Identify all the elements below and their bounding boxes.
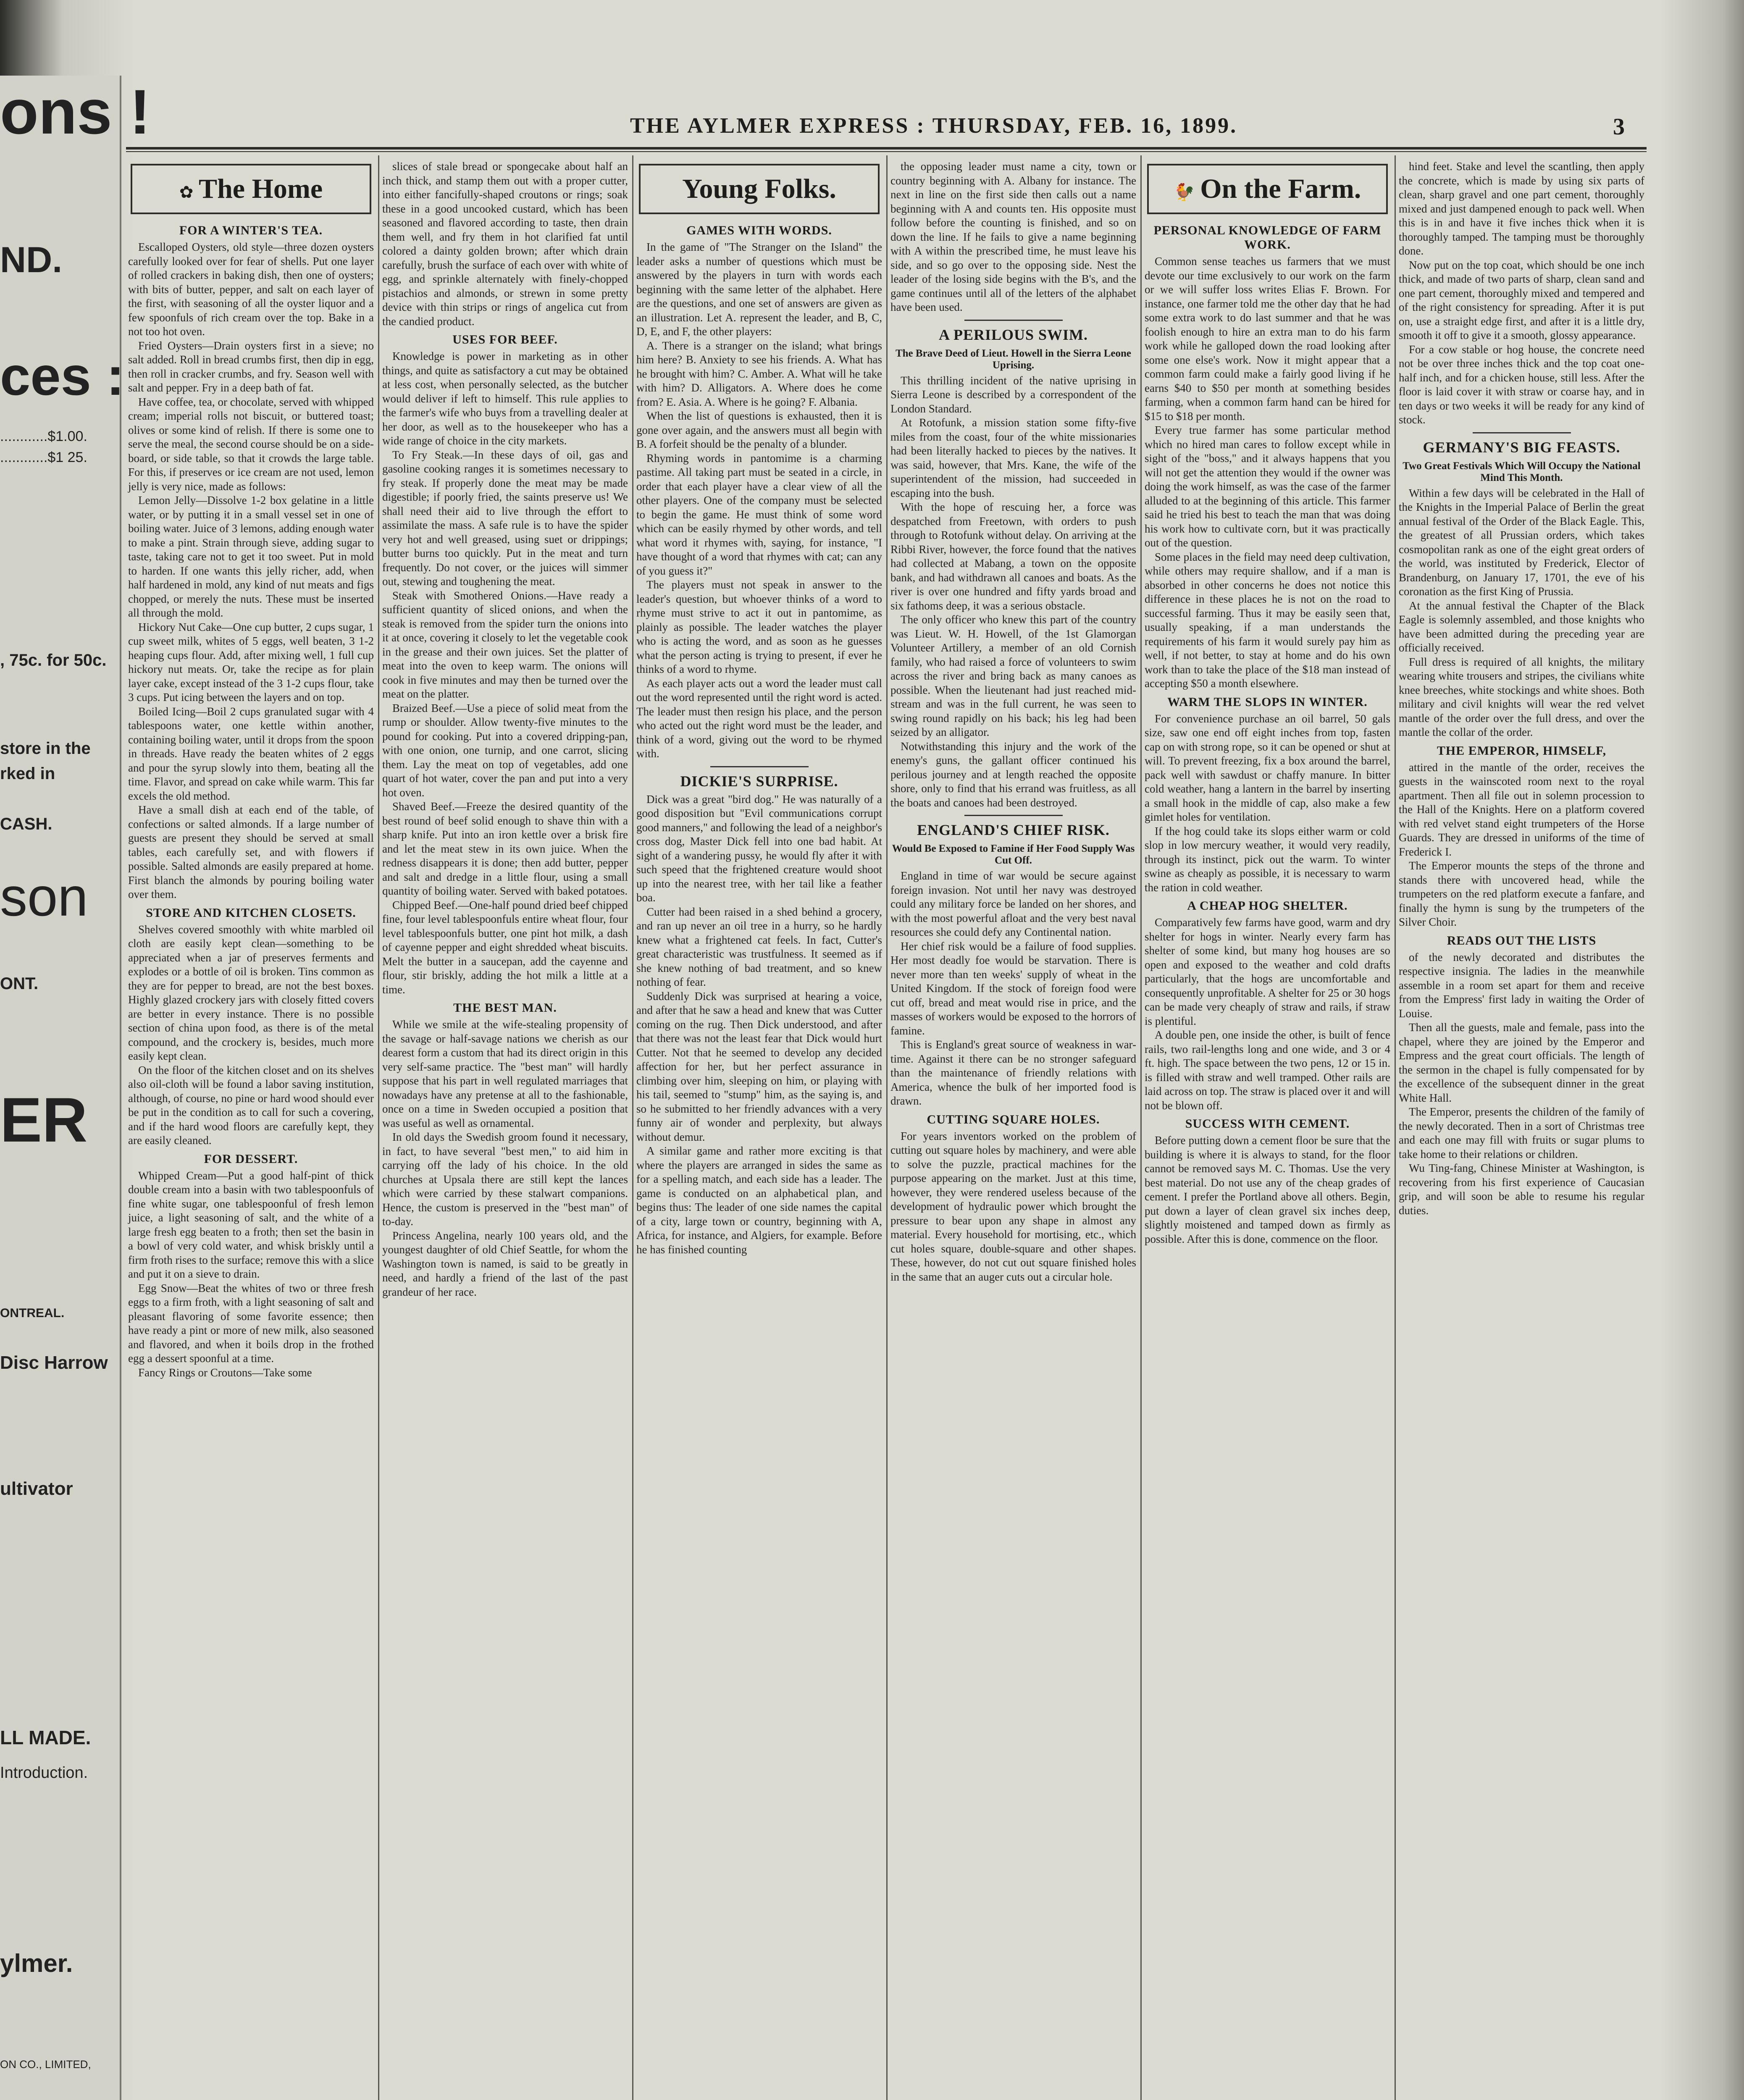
article-paragraph: A similar game and rather more exciting is that where the players are arranged in sides the same as for a spelling match, and each side has a leader. The game is conducted on an alphabetical plan, and begins thus: The leader of one side names the capital of a city, large town or country, beginning with A, Africa, for instance, and Algiers, for example. Before he has finished counting (636, 1144, 882, 1256)
article-subhead: CUTTING SQUARE HOLES. (927, 1112, 1100, 1126)
article-paragraph: Braized Beef.—Use a piece of solid meat from the rump or shoulder. Allow twenty-five minutes to the pound for cooking. Put into a covered dripping-pan, with one onion, one turnip, and one carrot, slicing them. Lay the meat on top of vegetables, add one quart of hot water, cover the pan and put into a very hot oven. (382, 701, 628, 799)
article-subhead: A CHEAP HOG SHELTER. (1187, 899, 1348, 913)
ad-fragment: ON CO., LIMITED, (0, 2058, 91, 2071)
ad-fragment: Disc Harrow (0, 1352, 108, 1373)
ad-fragment: CASH. (0, 815, 53, 833)
section-title-box (131, 164, 371, 214)
article-paragraph: Then all the guests, male and female, pass into the chapel, where they are joined by the Emperor and Empress and the great court officials. The length of the sermon in the chapel is fully compensated for by the excellence of the subsequent dinner in the great White Hall. (1399, 1021, 1644, 1104)
article-paragraph: Steak with Smothered Onions.—Have ready a sufficient quantity of sliced onions, and when the steak is removed from the spider turn the onions into it at once, covering it closely to let the vegetable cook in the grease and their own juices. Set the platter of meat into the oven to keep warm. The onions will cook in five minutes and may then be turned over the meat on the platter. (382, 589, 628, 700)
article-paragraph: Have a small dish at each end of the table, of confections or salted almonds. If a large number of guests are present they should be served at small tables, each carefully set, and with flowers if possible. Salted almonds are easily prepared at home. First blanch the almonds by pouring boiling water over them. (128, 803, 374, 900)
article-paragraph: Rhyming words in pantomime is a charming pastime. All taking part must be seated in a circle, in order that each player have a clear view of all the other players. One of the company must be selected to begin the game. He must think of some word which can be easily rhymed by other words, and tell what word it rhymes with, saying, for instance, "I have thought of a word that rhymes with cat; can any of you guess it?" (636, 452, 882, 577)
article-divider (964, 815, 1063, 816)
article-paragraph: Hickory Nut Cake—One cup butter, 2 cups sugar, 1 cup sweet milk, whites of 5 eggs, well beaten, 3 1-2 heaping cups flour. Add, after mixing well, 1 full cup hickory nut meats. Or, take the recipe as for plain layer cake, except instead of the 3 1-2 cups flour, take 3 cups. Put icing between the layers and on top. (128, 620, 374, 704)
article-paragraph: Dick was a great "bird dog." He was naturally of a good disposition but "Evil communications corrupt good manners," and following the lead of a neighbor's cross dog, Master Dick fell into one bad habit. At sight of a wandering pussy, he would fly after it with such speed that the frightened creature would shoot up into the nearest tree, with her tail like a feather boa. (636, 793, 882, 904)
ad-fragment: Introduction. (0, 1764, 88, 1782)
article-divider (710, 766, 809, 767)
ad-fragment: ylmer. (0, 1949, 73, 1977)
article-paragraph: Some places in the field may need deep cultivation, while others may require shallow, and if a man is absorbed in other concerns he does not notice this difference in these places he is not on the road to successful farming. Thus it may be easily seen that, usually speaking, if a man understands the requirements of his farm it would surely pay him as well, if not better, to stay at home and do his own work than to take the place of the $18 man instead of accepting $50 a month elsewhere. (1145, 550, 1390, 690)
column-divider (886, 155, 888, 2100)
article-paragraph: At the annual festival the Chapter of the Black Eagle is solemnly assembled, and those knights who have been admitted during the preceding year are officially received. (1399, 599, 1644, 654)
article-paragraph: Lemon Jelly—Dissolve 1-2 box gelatine in a little water, or by putting it in a small vessel set in one of boiling water. Juice of 3 lemons, adding enough water to make a pint. Strain through sieve, adding sugar to taste, taking care not to get it too sweet. Put in mold to harden. If one wants this jelly richer, add, when half hardened in mold, any kind of nut meats and figs chopped, or merely the nuts. These must be inserted all through the mold. (128, 494, 374, 619)
article-paragraph: For years inventors worked on the problem of cutting out square holes by machinery, and were able to solve the puzzle, practical machines for the purpose appearing on the market. Just at this time, however, they were rendered useless because of the development of hydraulic power which brought the pressure to bear upon any shape in almost any material. Every household for mortising, etc., which cut holes square, double-square and other shapes. These, however, do not cut out square finished holes in the same that an auger cuts out a circular hole. (890, 1129, 1136, 1283)
column-divider (378, 155, 379, 2100)
article-paragraph: The Emperor, presents the children of the family of the newly decorated. Then in a sort of Christmas tree and each one may fill with fruits or sugar plums to take home to their relations or children. (1399, 1105, 1644, 1160)
column-perilous-swim (890, 160, 1136, 2100)
article-paragraph: Fancy Rings or Croutons—Take some (138, 1366, 312, 1379)
article-paragraph: Whipped Cream—Put a good half-pint of thick double cream into a basin with two tablespoonfuls of fine white sugar, one tablespoonful of fresh lemon juice, a light seasoning of salt, and the white of a large fresh egg beaten to a froth; then set the basin in a bowl of very cold water, and whisk briskly until a firm froth rises to the surface; remove this with a slice and put it on a sieve to drain. (128, 1169, 374, 1280)
article-paragraph: attired in the mantle of the order, receives the guests in the wainscoted room next to the royal apartment. Then all file out in solemn procession to the Hall of the Knights. Here on a platform covered with red velvet stand eight trumpeters of the Horse Guards. They are dressed in uniforms of the time of Frederick I. (1399, 761, 1644, 858)
article-paragraph: Within a few days will be celebrated in the Hall of the Knights in the Imperial Palace of Berlin the great annual festival of the Order of the Black Eagle. This, the greatest of all Prussian orders, which takes cosmopolitan rank as one of the eight great orders of the world, was instituted by Frederick, Elector of Brandenburg, on January 17, 1701, the eve of his coronation as the first King of Prussia. (1399, 486, 1644, 598)
article-paragraph: Full dress is required of all knights, the military wearing white trousers and stripes, the civilians white knee breeches, white stockings and white shoes. Both military and civil knights will wear the red velvet mantle of the order over the full dress, and over the mantle the collar of the order. (1399, 655, 1644, 738)
article-subhead: WARM THE SLOPS IN WINTER. (1167, 695, 1368, 709)
article-subhead: USES FOR BEEF. (452, 333, 558, 346)
article-paragraph: slices of stale bread or spongecake about half an inch thick, and stamp them out with a proper cutter, into either fancifully-shaped croutons or rings; soak these in a good uncooked custard, which has been seasoned and flavored according to taste, then drain them well, and fry them in hot clarified fat until colored a dainty golden brown; after which drain carefully, brush the surface of each over with white of egg, and sprinkle alternately with finely-chopped pistachios and almonds, or strewn in some pretty device with thin strips or rings of angelica cut from the candied product. (382, 160, 628, 328)
ad-fragment: ............$1.00. (0, 428, 87, 444)
article-paragraph: In the game of "The Stranger on the Island" the leader asks a number of questions which must be answered by the players in turn with words each beginning with the same letter of the alphabet. Here are the questions, and one set of answers are given as an illustration. Let A. represent the leader, and B, C, D, E, and F, the other players: (636, 241, 882, 338)
column-on-the-farm (1145, 160, 1390, 2100)
masthead-title: THE AYLMER EXPRESS : THURSDAY, FEB. 16, 1899. (630, 114, 1238, 138)
article-paragraph: The only officer who knew this part of the country was Lieut. W. H. Howell, of the 1st Glamorgan Volunteer Artillery, a member of an old Cornish family, who had raised a force of volunteers to swim across the river and bring back as many canoes as possible. When the lieutenant had just reached mid-stream and was in the full current, he was seen to swing round rapidly on his back; his leg had been seized by an alligator. (890, 613, 1136, 738)
ad-fragment: rked in (0, 764, 55, 783)
article-paragraph: Notwithstanding this injury and the work of the enemy's guns, the gallant officer continued his perilous journey and at length reached the opposite shore, only to find that his errand was fruitless, as all the boats and canoes had been destroyed. (890, 740, 1136, 809)
article-paragraph: In old days the Swedish groom found it necessary, in fact, to have several "best men," to aid him in carrying off the lady of his choice. In the old churches at Upsala there are still kept the lances which were carried by these stalwart companions. Hence, the custom is preserved in the "best man" of to-day. (382, 1131, 628, 1228)
section-title: On the Farm. (1200, 173, 1361, 204)
article-paragraph: Chipped Beef.—One-half pound dried beef chipped fine, four level tablespoonfuls entire wheat flour, four level tablespoonfuls butter, one pint hot milk, a dash of cayenne pepper and eight shredded wheat biscuits. Melt the butter in a saucepan, add the cayenne and flour, stir briskly, adding the hot milk a little at a time. (382, 898, 628, 996)
article-paragraph: This thrilling incident of the native uprising in Sierra Leone is described by a correspondent of the London Standard. (890, 374, 1136, 415)
ad-fragment: son (0, 866, 88, 927)
ad-fragment: ons ! (0, 76, 151, 147)
page-number: 3 (1613, 114, 1625, 140)
masthead-rule (126, 147, 1647, 150)
adjacent-page-ad-strip (0, 76, 151, 2100)
section-title: The Home (199, 173, 323, 204)
ad-fragment: LL MADE. (0, 1727, 91, 1748)
article-subhead: READS OUT THE LISTS (1447, 933, 1597, 948)
article-paragraph: of the newly decorated and distributes the respective insignia. The ladies in the meanwhile assemble in a room set apart for them and receive from the Empress' first lady in waiting the Order of Louise. (1399, 950, 1644, 1020)
article-deck: The Brave Deed of Lieut. Howell in the Sierra Leone Uprising. (895, 347, 1132, 371)
masthead (126, 113, 1647, 147)
article-paragraph: Shaved Beef.—Freeze the desired quantity of the best round of beef solid enough to shave thin with a sharp knife. Put into an iron kettle over a brisk fire and let the meat stew in its own juice. When the redness disappears it is done; then add butter, pepper and salt and dredge in a little flour, using a small quantity of boiling water. Served with baked potatoes. (382, 800, 628, 897)
article-paragraph: On the floor of the kitchen closet and on its shelves also oil-cloth will be found a labor saving institution, although, of course, no pine or hard wood should ever be put in the condition as to call for such a covering, and if the hard wood floors are carefully kept, they are easily cleaned. (128, 1063, 374, 1147)
ad-fragment: ONT. (0, 974, 39, 993)
masthead-rule-thin (126, 151, 1647, 152)
ad-fragment: ultivator (0, 1478, 73, 1499)
article-paragraph: Every true farmer has some particular method which no hired man cares to follow except while in sight of the "boss," and it always happens that you will not get the attention they would if the owner was doing the work himself, as was the case of the farmer alluded to at the beginning of this article. This farmer said he tried his best to teach the man that was doing his work how to cultivate corn, but it was practically out of the question. (1145, 424, 1390, 549)
ornament-icon: ✿ (179, 183, 199, 202)
ad-fragment: , 75c. for 50c. (0, 651, 107, 669)
article-headline: ENGLAND'S CHIEF RISK. (917, 822, 1110, 838)
column-home-continued (382, 160, 628, 2100)
article-paragraph: A. There is a stranger on the island; what brings him here? B. Anxiety to see his friends. A. What has he brought with him? C. Amber. A. What will he take with him? D. Alligators. A. Where does he come from? E. Asia. A. Where is he going? F. Albania. (636, 339, 882, 408)
article-subhead: THE BEST MAN. (453, 1001, 557, 1015)
article-paragraph: While we smile at the wife-stealing propensity of the savage or half-savage nations we cherish as our dearest form a custom that had its direct origin in this very self-same practice. The "best man" will hardly suppose that his part in well regulated marriages that nowadays have any pretense at all to the fashionable, once on a time in Sweden occupied a position that was useful as well as ornamental. (382, 1018, 628, 1129)
article-paragraph: The Emperor mounts the steps of the throne and stands there with uncovered head, while the trumpeters on the red platform execute a fanfare, and finally the hymn is sung by the trumpeters of the Silver Choir. (1399, 859, 1644, 928)
article-paragraph: This is England's great source of weakness in war-time. Against it there can be no stronger safeguard than the maintenance of friendly relations with America, whence the bulk of her imported food is drawn. (890, 1038, 1136, 1107)
column-divider (1140, 155, 1142, 2100)
article-paragraph: A double pen, one inside the other, is built of fence rails, two rail-lengths long and one wide, and 3 or 4 ft. high. The space between the two pens, 12 or 15 in. is filled with straw and well tramped. Other rails are laid across on top. The straw is placed over it and will not be blown off. (1145, 1029, 1390, 1112)
ad-fragment: ND. (0, 240, 63, 280)
article-subhead: GAMES WITH WORDS. (686, 223, 832, 237)
article-paragraph: When the list of questions is exhausted, then it is gone over again, and the answers must all begin with B. A forfeit should be the penalty of a blunder. (636, 410, 882, 450)
article-subhead: PERSONAL KNOWLEDGE OF FARM WORK. (1153, 223, 1382, 252)
article-paragraph: Now put on the top coat, which should be one inch thick, and made of two parts of sharp, clean sand and one part cement, thoroughly mixed and tempered and of the right consistency for spreading. After it is put on, use a straight edge first, and after it is a little dry, smooth it off to give it a smooth, glossy appearance. (1399, 258, 1644, 341)
ad-fragment: ............$1 25. (0, 449, 87, 465)
article-paragraph: Shelves covered smoothly with white marbled oil cloth are easily kept clean—something to be appreciated when a jar of preserves ferments and explodes or a bottle of oil is broken. Tins common as they are for pepper to bread, are not the best boxes. Highly glazed crockery jars with closely fitted covers are better in every instance. There is no possible section of china upon food, as there is of the metal compound, and the crockery is, besides, much more easily kept clean. (128, 923, 374, 1062)
article-subhead: STORE AND KITCHEN CLOSETS. (146, 906, 356, 920)
column-the-home (128, 160, 374, 2100)
ornament-icon: 🐓 (1174, 183, 1200, 202)
article-divider (964, 320, 1063, 321)
ad-fragment: store in the (0, 739, 91, 758)
article-paragraph: Princess Angelina, nearly 100 years old, and the youngest daughter of old Chief Seattle, for whom the Washington town is named, is said to be greatly in need, and hardly a friend of the last of the past grandeur of her race. (382, 1229, 628, 1298)
article-paragraph: At Rotofunk, a mission station some fifty-five miles from the coast, four of the white missionaries had been literally hacked to pieces by the natives. It was said, however, that Mrs. Kane, the wife of the superintendent of the mission, had succeeded in escaping into the bush. (890, 416, 1136, 499)
article-paragraph: Fried Oysters—Drain oysters first in a sieve; no salt added. Roll in bread crumbs first, then dip in egg, then roll in cracker crumbs, and fry. Season well with salt and pepper. Fry in a deep bath of fat. (128, 339, 374, 394)
article-paragraph: With the hope of rescuing her, a force was despatched from Freetown, with orders to push through to Rotofunk without delay. On arriving at the Ribbi River, however, the force found that the natives had collected at Mabang, a town on the opposite bank, and had withdrawn all canoes and boats. As the river is over one hundred and fifty yards broad and six fathoms deep, it was a serious obstacle. (890, 501, 1136, 612)
section-title-box (1147, 164, 1388, 214)
article-headline: GERMANY'S BIG FEASTS. (1423, 438, 1621, 456)
ad-fragment: ER (0, 1084, 88, 1155)
article-headline: DICKIE'S SURPRISE. (680, 772, 838, 790)
article-subhead: FOR A WINTER'S TEA. (179, 223, 323, 237)
article-deck: Two Great Festivals Which Will Occupy the National Mind This Month. (1403, 460, 1641, 483)
ad-fragment: ONTREAL. (0, 1306, 65, 1320)
column-germanys-big-feasts (1399, 160, 1644, 2100)
article-paragraph: Comparatively few farms have good, warm and dry shelter for hogs in winter. Nearly every farm has shelter of some kind, but many hog houses are so open and exposed to the weather and cold drafts particularly, that the hogs are uncomfortable and consequently unprofitable. A shelter for 25 or 30 hogs can be made very cheaply of straw and rails, if straw is plentiful. (1145, 916, 1390, 1027)
article-paragraph: The players must not speak in answer to the leader's question, but whoever thinks of a word to rhyme must strive to act it out in pantomime, as plainly as possible. The leader watches the player who is acting the word, and as soon as he guesses what the person acting is trying to present, if ever he thinks of a word to rhyme. (636, 578, 882, 675)
column-young-folks (636, 160, 882, 2100)
column-divider (1395, 155, 1396, 2100)
article-subhead: THE EMPEROR, HIMSELF, (1437, 743, 1607, 758)
article-paragraph: hind feet. Stake and level the scantling, then apply the concrete, which is made by using six parts of clean, sharp gravel and one part cement, thoroughly mixed and just dampened enough to pack well. When this is in and have it five inches thick when it is thoroughly tamped. The tamping must be thoroughly done. (1399, 160, 1644, 257)
article-paragraph: Cutter had been raised in a shed behind a grocery, and ran up never an oil tree in a hurry, so he hardly knew what a frightened cat feels. In fact, Cutter's great characteristic was trustfulness. It seemed as if she knew nothing of bad treatment, and so knew nothing of fear. (636, 905, 882, 988)
article-paragraph: Wu Ting-fang, Chinese Minister at Washington, is recovering from his first experience of Caucasian grip, and will soon be able to resume his regular duties. (1399, 1162, 1644, 1217)
article-divider (1473, 432, 1571, 433)
article-paragraph: For a cow stable or hog house, the concrete need not be over three inches thick and the top coat one-half inch, and for a chicken house, still less. After the floor is laid cover it with straw or coarse hay, and in ten days or two weeks it will be ready for any kind of stock. (1399, 343, 1644, 426)
article-paragraph: To Fry Steak.—In these days of oil, gas and gasoline cooking ranges it is sometimes necessary to fry steak. If properly done the meat may be made digestible; if poorly fried, the saints preserve us! We shall need their aid to live through the effort to assimilate the mass. A safe rule is to have the spider very hot and well greased, using suet or drippings; butter burns too quickly. Put in the meat and turn frequently. Do not cover, or the juices will simmer out, stewing and toughening the meat. (382, 448, 628, 588)
article-paragraph: Common sense teaches us farmers that we must devote our time exclusively to our work on the farm or we will suffer loss writes Elias F. Brown. For instance, one farmer told me the other day that he had some extra work to do last summer and that he was foolish enough to hire an extra man to do his farm work while he galloped down the road looking after some one else's work. Now it might appear that a common farm could make a fairly good living if he earns $40 to $50 per month at something besides farming, when a common farm hand can be hired for $15 to $18 per month. (1145, 255, 1390, 423)
article-paragraph: If the hog could take its slops either warm or cold slop in low mercury weather, it would very readily, through its instinct, pick out the warm. To winter swine as cheaply as possible, it is necessary to warm the ration in cold weather. (1145, 824, 1390, 894)
article-paragraph: As each player acts out a word the leader must call out the word represented until the right word is acted. The leader must then resign his place, and the person who acted out the right word must be the leader, and think of a word, giving out the word to be rhymed with. (636, 677, 882, 760)
article-paragraph: Escalloped Oysters, old style—three dozen oysters carefully looked over for fear of shells. Put one layer of rolled crackers in baking dish, then one of oysters; with bits of butter, pepper, and salt on each layer of the first, with seasoning of all the oyster liquor and a few spoonfuls of rich cream over the top. Bake in a not too hot oven. (128, 241, 374, 338)
article-subhead: FOR DESSERT. (204, 1152, 298, 1166)
article-paragraph: For convenience purchase an oil barrel, 50 gals size, saw one end off eight inches from top, fasten cap on with strong rope, so it can be opened or shut at will. To prevent freezing, fix a box around the barrel, pack well with sawdust or chaffy manure. In bitter cold weather, hang a lantern in the barrel by inserting a small hook in the middle of cap, also make a few gimlet holes for ventilation. (1145, 712, 1390, 823)
article-paragraph: Egg Snow—Beat the whites of two or three fresh eggs to a firm froth, with a light seasoning of salt and pleasant flavoring of some favorite essence; then have ready a pint or more of new milk, also seasoned and flavored, and when it boils drop in the frothed egg a dessert spoonful at a time. (128, 1281, 374, 1365)
section-title: Young Folks. (682, 173, 836, 204)
article-paragraph: Before putting down a cement floor be sure that the building is where it is always to stand, for the floor cannot be removed says M. C. Thomas. Use the very best material. Do not use any of the cheap grades of cement. I prefer the Portland above all others. Begin, put down a layer of clean gravel six inches deep, slightly moistened and tamped down as firmly as possible. After this is done, commence on the floor. (1145, 1134, 1390, 1245)
article-paragraph: Knowledge is power in marketing as in other things, and quite as satisfactory a cut may be obtained at less cost, when personally selected, as the butcher would deliver if left to himself. This rule applies to the farmer's wife who buys from a travelling dealer at her door, as well as to the housekeeper who has a wide range of choice in the city markets. (382, 350, 628, 447)
article-paragraph: Boiled Icing—Boil 2 cups granulated sugar with 4 tablespoons water, one kettle within another, containing boiling water, until it drops from the spoon in threads. Have ready the beaten whites of 2 eggs and pour the syrup slowly into them, beating all the time. Flavor, and spread on cake while warm. This far excels the old method. (128, 705, 374, 802)
article-subhead: SUCCESS WITH CEMENT. (1185, 1117, 1350, 1131)
section-title-box (639, 164, 880, 214)
article-paragraph: England in time of war would be secure against foreign invasion. Not until her navy was destroyed could any military force be landed on her shores, and with the most powerful afloat and the very best naval resources she could defy any Continental nation. (890, 869, 1136, 938)
article-deck: Would Be Exposed to Famine if Her Food Supply Was Cut Off. (892, 843, 1135, 866)
article-paragraph: Have coffee, tea, or chocolate, served with whipped cream; imperial rolls not biscuit, or buttered toast; olives or some kind of relish. If there is some one to serve the meal, the second course should be on a side-board, or side table, so that it crowds the large table. For this, if preserves or ice cream are not used, lemon jelly is very nice, made as follows: (128, 395, 374, 493)
article-paragraph: Suddenly Dick was surprised at hearing a voice, and after that he saw a head and knew that was Cutter coming on the rug. Then Dick understood, and after that there was not the least fear that Dick would hurt Cutter. Not that he seemed to develop any decided affection for her, but her perfect assurance in climbing over him, sleeping on him, or playing with his tail, seemed to "stump" him, as the saying is, and so he submitted to her friendly advances with a very funny air of wonder and perplexity, but always without demur. (636, 990, 882, 1143)
column-divider (632, 155, 633, 2100)
ad-fragment: ces : (0, 345, 125, 407)
article-headline: A PERILOUS SWIM. (938, 326, 1088, 343)
article-paragraph: the opposing leader must name a city, town or country beginning with A. Albany for instance. The next in line on the first side then calls out a name beginning with A and counts ten. His opposite must follow before the counting is finished, and so on down the line. If he fails to give a name beginning with A within the prescribed time, he must leave his side, and so go over to the opposing side. Nest the leader of the losing side begins with the B's, and the game continues until all of the letters of the alphabet have been used. (890, 160, 1136, 313)
article-paragraph: Her chief risk would be a failure of food supplies. Her most deadly foe would be starvation. There is never more than ten weeks' supply of wheat in the United Kingdom. If the stock of foreign food were cut off, bread and meat would rise in price, and the masses of workers would be exposed to the horrors of famine. (890, 940, 1136, 1037)
